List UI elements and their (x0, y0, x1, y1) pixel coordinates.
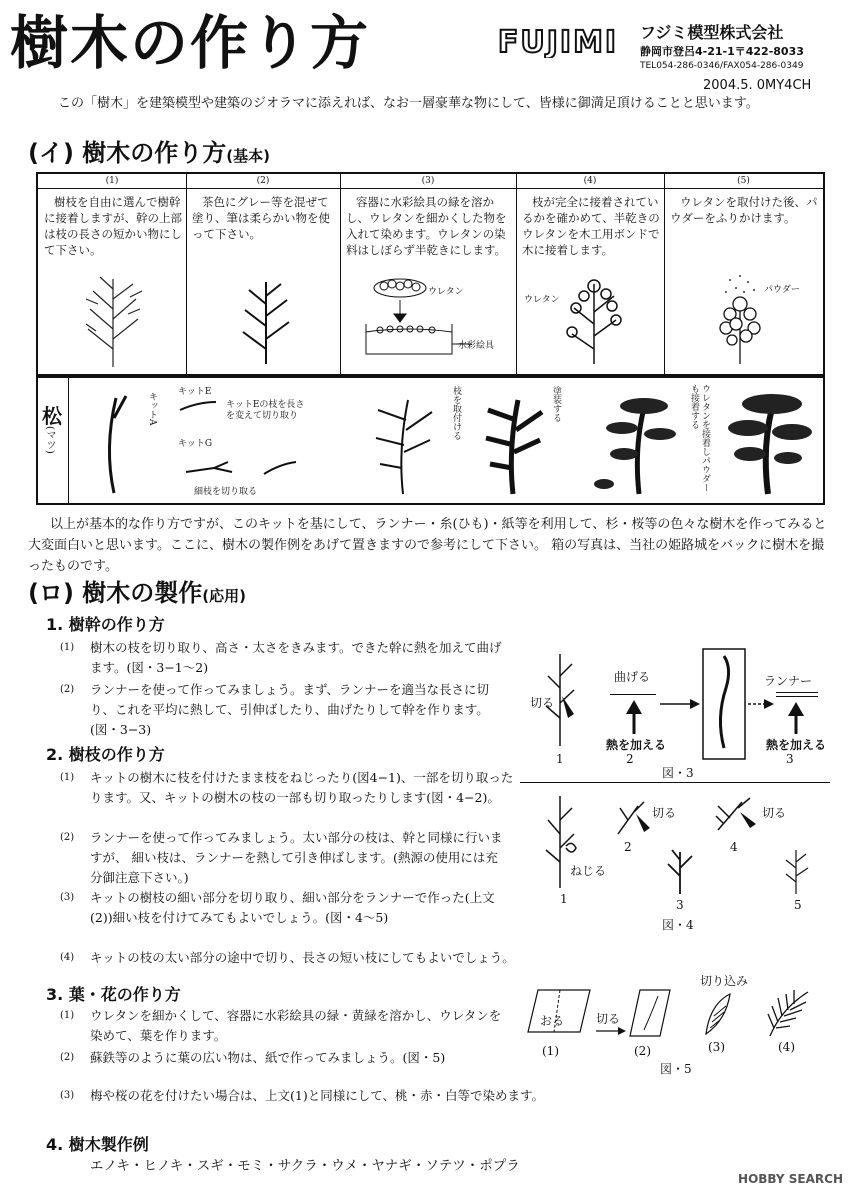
fig3-number-1: 1 (556, 752, 564, 766)
fig3-heat-label-2: 熱を加える (766, 738, 827, 752)
s2-item-1-text: キットの樹木に枝を付けたまま枝をねじったり(図4−1)、一部を切り取ったります。又、キットの樹木の枝の一部も切り取ったりします(図・4−2)。 (90, 770, 514, 805)
step-4-text: 枝が完全に接着されているかを確かめて、半乾きのウレタンを木工用ボンドで木に接着します。 (522, 195, 660, 257)
fig3-bent-runner-icon (702, 648, 746, 760)
step-1 (38, 174, 187, 374)
date-code: 2004.5. 0MY4CH (703, 78, 812, 93)
kit-g-branch-icon (184, 458, 304, 478)
fig3-dashed-arrow-icon (748, 696, 774, 712)
fig-divider (520, 782, 830, 783)
company-address: 静岡市登呂4-21-1〒422-8033 (640, 45, 804, 58)
step-2-text: 茶色にグレー等を混ぜて塗り、筆は柔らかい物を使って下さい。 (192, 195, 330, 241)
kit-e-note: キットEの枝を長さを変えて切り取り (226, 400, 305, 421)
painted-pine-icon (478, 390, 548, 496)
body-paragraph: 以上が基本的な作り方ですが、このキットを基にして、ランナー・糸(ひも)・紙等を利用して、杉・桜等の色々な樹木を作ってみると大変面白いと思います。ここに、樹木の製作例をあげて置きますので参考にして下さい。 箱の写真は、当社の姫路城をバックに樹木を撮ったものです。 (28, 517, 827, 574)
fig4-cut-label-2: 切る (762, 806, 787, 820)
s1-item-1 (60, 638, 510, 678)
pine-divider (68, 378, 69, 503)
s2-item-3-text: キットの樹枝の細い部分を切り取り、細い部分をランナーで作った(上文(2))細い枝を付けてみてもよいでしょう。(図・4〜5) (90, 890, 495, 925)
s3-item-3-number: (3) (60, 1090, 75, 1101)
fig5-number-1: (1) (542, 1044, 559, 1058)
s2-item-4-number: (4) (60, 952, 75, 963)
s2-item-2-number: (2) (60, 832, 75, 843)
fig4-number-1: 1 (560, 892, 568, 906)
fig3-runner-label: ランナー (764, 674, 813, 688)
fig5-number-3: (3) (708, 1040, 725, 1054)
s2-item-1-number: (1) (60, 772, 75, 783)
fig3-caption: 図・3 (662, 766, 694, 780)
step-2 (186, 174, 341, 374)
s1-item-1-text: 樹木の枝を切り取り、高さ・太さをきみます。できた幹に熱を加えて曲げます。(図・3−1〜2) (90, 640, 502, 675)
fig3-bend-label: 曲げる (614, 670, 651, 684)
fig3-number-3: 3 (786, 752, 794, 766)
s1-title: 1. 樹幹の作り方 (46, 615, 165, 634)
fig4-number-3: 3 (676, 898, 684, 912)
s2-item-4-text: キットの枝の太い部分の途中で切り、長さの短い枝にしてもよいでしょう。 (90, 950, 515, 965)
pine-strip (36, 376, 825, 505)
s3-item-1-text: ウレタンを細かくして、容器に水彩絵具の緑・黄緑を溶かし、ウレタンを染めて、葉を作ります。 (90, 1008, 502, 1043)
s1-item-2-text: ランナーを使って作ってみましょう。まず、ランナーを適当な長さに切り、これを平均に熱して、引伸ばしたり、曲げたりして幹を作ります。(図・3−3) (90, 682, 490, 737)
basic-steps-table (36, 172, 825, 376)
fig5-caption: 図・5 (660, 1062, 692, 1076)
step-4-number: (4) (583, 176, 597, 186)
pine-attach-label: 枝を取付ける (451, 386, 461, 440)
fig3-number-2: 2 (626, 752, 634, 766)
s2-item-4 (60, 948, 820, 968)
kit-g-label: キットG (178, 439, 213, 449)
s3-item-2-number: (2) (60, 1052, 75, 1063)
fujimi-logo (488, 24, 628, 58)
fig4-branch-5-icon (782, 846, 812, 896)
finished-pine-icon (718, 388, 818, 496)
s3-item-3 (60, 1086, 620, 1106)
fig5-number-2: (2) (634, 1044, 651, 1058)
s2-item-3-number: (3) (60, 892, 75, 903)
s3-item-3-text: 梅や桜の花を付けたい場合は、上文(1)と同様にして、桃・赤・白等で染めます。 (90, 1088, 544, 1103)
fig4-caption: 図・4 (662, 918, 694, 932)
fig3-runner-line-2 (776, 692, 818, 693)
s4-title: 4. 樹木製作例 (46, 1135, 149, 1154)
painted-tree-icon (231, 274, 301, 366)
fig5-arrow-icon (596, 1026, 626, 1036)
pine-label: 松 (42, 404, 62, 428)
step-5-number: (5) (737, 176, 750, 186)
watermark-text: HOBBY SEARCH (738, 1172, 843, 1186)
fig4-cut-label-1: 切る (652, 806, 677, 820)
fig4-number-5: 5 (794, 898, 802, 912)
s1-item-2-number: (2) (60, 684, 75, 695)
s2-item-2 (60, 828, 510, 888)
section-b-heading: (ロ) 樹木の製作(応用) (28, 579, 247, 607)
step-4-urethane-label: ウレタン (524, 295, 560, 305)
s2-item-1 (60, 768, 522, 808)
s3-item-2-text: 蘇鉄等のように葉の広い物は、紙で作ってみましょう。(図・5) (90, 1050, 446, 1065)
step-1-number: (1) (105, 176, 119, 186)
kit-g-note: 細枝を切り取る (194, 487, 258, 497)
pine-urethane-label: ウレタンを接着しパウダーも接着する (689, 384, 710, 492)
svg-text:FUJIMI: FUJIMI (497, 25, 619, 58)
tree-examples-list: エノキ・ヒノキ・スギ・モミ・サクラ・ウメ・ヤナギ・ソテツ・ポプラ (90, 1158, 520, 1174)
step-3-urethane-label: ウレタン (428, 287, 464, 297)
fig5-folded-paper-icon (626, 986, 674, 1040)
s3-title: 3. 葉・花の作り方 (46, 985, 181, 1004)
kit-a-label: キットA (147, 392, 157, 426)
step-3 (340, 174, 517, 374)
fig3-runner-line (610, 694, 656, 695)
fig3-up-arrow-icon (624, 700, 644, 736)
page-title: 樹木の作り方 (10, 9, 371, 77)
company-name: フジミ模型株式会社 (640, 23, 784, 42)
s1-item-1-number: (1) (60, 642, 75, 653)
fig5-leaf-icon (700, 990, 734, 1038)
step-4 (516, 174, 665, 374)
step-1-text: 樹枝を自由に選んで樹幹に接着しますが、幹の上部は枝の長さの短かい物にして下さい。 (44, 195, 182, 257)
step-5-text: ウレタンを取付けた後、パウダーをふりかけます。 (670, 195, 818, 225)
s1-item-2 (60, 680, 510, 740)
fig3-right-arrow-icon (660, 696, 700, 712)
kit-e-label: キットE (178, 387, 212, 397)
fig4-cut-branch-icon (614, 794, 654, 838)
pine-paint-label: 塗装する (551, 386, 561, 422)
fig3-cut-label: 切る (530, 696, 555, 710)
step-5 (664, 174, 823, 374)
s2-item-2-text: ランナーを使って作ってみましょう。太い部分の枝は、幹と同様に行いますが、 細い枝は、ランナーを熱して引き伸ばします。(熱源の使用には充分御注意下さい。) (90, 830, 503, 885)
step-3-text: 容器に水彩絵具の緑を溶かし、ウレタンを細かくした物を入れて染めます。ウレタンの染料はしぼらず半乾きにします。 (346, 195, 507, 257)
fig3-runner-line-3 (776, 696, 818, 697)
company-tel-fax: TEL054-286-0346/FAX054-286-0349 (640, 61, 804, 71)
step-5-powder-label: パウダー (764, 285, 800, 295)
fig4-number-2: 2 (624, 840, 632, 854)
kit-e-branch-icon (178, 398, 218, 414)
fig5-notch-label: 切り込み (700, 974, 749, 988)
fig4-branch-3-icon (664, 846, 694, 896)
intro-paragraph: この「樹木」を建築模型や建築のジオラマに添えれば、なお一層豪華な物にして、皆様に御満足頂けることと思います。 (58, 96, 759, 111)
pine-sub-label: (マツ) (44, 426, 55, 454)
s2-item-3 (60, 888, 510, 928)
fig5-number-4: (4) (778, 1040, 795, 1054)
fig3-up-arrow-2-icon (786, 702, 806, 736)
section-a-heading: (イ) 樹木の作り方(基本) (28, 139, 271, 167)
fig5-cycad-leaf-icon (762, 988, 812, 1040)
s3-item-1 (60, 1006, 510, 1046)
fig4-twist-label: ねじる (570, 864, 607, 878)
branchy-tree-icon (78, 269, 148, 369)
s3-item-1-number: (1) (60, 1010, 75, 1021)
kit-a-branch-icon (94, 388, 134, 496)
assembled-pine-icon (368, 390, 438, 496)
fig5-fold-label: おる (540, 1014, 565, 1028)
s2-title: 2. 樹枝の作り方 (46, 745, 165, 764)
fig4-cut-branch-2-icon (712, 790, 762, 836)
step-3-paint-label: 水彩絵具 (458, 341, 495, 351)
fig4-number-4: 4 (730, 840, 738, 854)
fig3-heat-label-1: 熱を加える (606, 738, 667, 752)
step-2-number: (2) (256, 176, 270, 186)
s3-item-2 (60, 1048, 510, 1068)
foliage-pine-icon (594, 388, 684, 496)
fig5-cut-label: 切る (596, 1012, 621, 1026)
foliage-tree-icon (554, 274, 634, 366)
step-3-number: (3) (421, 176, 435, 186)
